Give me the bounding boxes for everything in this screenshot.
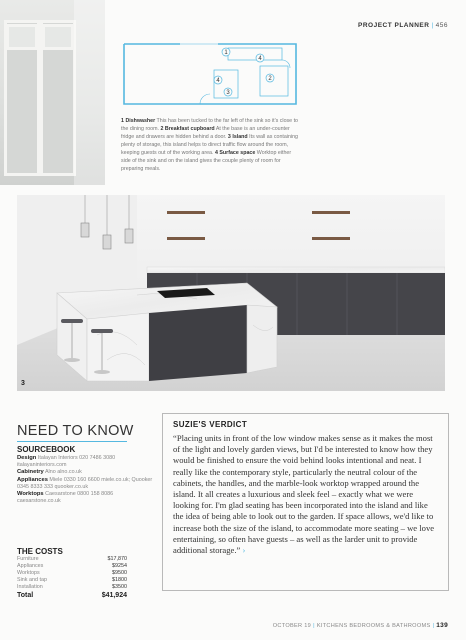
cost-row: [17, 556, 127, 563]
source-label: Worktops: [17, 491, 44, 498]
title-rule: [17, 441, 127, 442]
magazine-name: KITCHENS BEDROOMS & BATHROOMS: [316, 623, 431, 629]
sourcebook-title: SOURCEBOOK: [17, 445, 76, 454]
plan-marker: 2: [268, 76, 272, 82]
caption-text: Its wall as containing plenty of storage, this island helps to direct traffic flow around the room, keeping guests out of the working area.: [121, 134, 299, 156]
kitchen-render: [17, 195, 445, 391]
cost-row: [17, 577, 127, 584]
cost-row: [17, 584, 127, 591]
caption-number: 4: [214, 150, 218, 156]
verdict-text: “Placing units in front of the low window makes sense as it makes the most of the light and lovely garden views, but I'd be interested to know how they would be finished to ensure the void behind looks intentional and neat. I really like the contemporary style, particularly the neutral colour of the cabinets, the handles, and the marble-look worktop wrapped around the island. It all creates a luxurious and sleek feel – exactly what we were looking for. I'm glad seating has been incorporated into the island and like the idea of being able to look out to the garden. If space allows, we'd like to increase both the size of the island, to accommodate more seating – we love entertaining, so often have guests – as well as the larder unit to provide additional storage.”: [173, 433, 435, 556]
cost-item: Worktops: [17, 570, 40, 576]
cost-total-row: [17, 591, 127, 600]
source-text: Miele 0330 160 6600 miele.co.uk; Quooker 0345 8333 333 quooker.co.uk: [17, 476, 153, 490]
issue-date: OCTOBER 19: [272, 623, 312, 629]
source-entry: [17, 469, 157, 476]
source-entry: [17, 477, 157, 491]
cost-item: Appliances: [17, 563, 44, 569]
costs-table: [17, 556, 127, 600]
verdict-title: SUZIE'S VERDICT: [173, 420, 248, 429]
section-number: 456: [435, 22, 448, 29]
cost-value: $3500: [112, 584, 127, 590]
source-text: Italayan Interiors 020 7486 3080 italayaninteriors.com: [17, 455, 116, 469]
cost-row: [17, 570, 127, 577]
source-label: Cabinetry: [17, 469, 44, 476]
sourcebook-list: [17, 455, 157, 505]
total-label: Total: [17, 592, 34, 599]
source-entry: [17, 491, 157, 505]
caption-text: This has been tucked to the far left of the sink so it's close to the dining room.: [121, 118, 299, 132]
cost-value: $9254: [112, 563, 127, 569]
caption-title: Island: [232, 134, 248, 140]
cost-value: $1800: [112, 577, 127, 583]
caption-text: Worktop either side of the sink and on the island gives the couple plenty of room for preparing meals.: [121, 150, 292, 172]
plan-caption: [121, 117, 299, 173]
caption-title: Surface space: [219, 150, 256, 156]
source-text: Alno alno.co.uk: [43, 469, 82, 476]
cost-value: $17,870: [107, 556, 127, 562]
source-label: Design: [17, 455, 37, 461]
page-number: 139: [436, 622, 448, 629]
caption-text: At the base is an under-counter fridge and drawers are hidden behind a door.: [121, 126, 290, 140]
floor-plan: [110, 30, 310, 114]
source-text: Caesarstone 0800 158 8086 caesarstone.co.uk: [17, 491, 114, 505]
cost-item: Furniture: [17, 556, 39, 562]
caption-title: Dishwasher: [125, 118, 156, 124]
source-entry: [17, 455, 157, 469]
total-value: $41,924: [101, 592, 127, 599]
source-label: Appliances: [17, 476, 48, 483]
caption-number: 3: [227, 134, 231, 140]
verdict-box: [162, 413, 449, 591]
cost-value: $9500: [112, 570, 127, 576]
cost-item: Sink and tap: [17, 577, 47, 583]
page-footer: [273, 622, 448, 629]
costs-title: THE COSTS: [17, 547, 63, 556]
window-photo: [0, 0, 105, 185]
verdict-body: [173, 433, 438, 556]
header-separator: |: [431, 22, 434, 29]
plan-marker: 4: [216, 78, 220, 84]
plan-marker: 1: [224, 50, 228, 56]
caption-title: Breakfast cupboard: [164, 126, 215, 132]
caption-number: 2: [160, 126, 164, 132]
need-to-know-title: NEED TO KNOW: [17, 423, 134, 439]
continue-arrow-icon: ›: [242, 545, 246, 556]
running-head: [358, 22, 448, 29]
kitchen-render-illustration: [17, 195, 445, 391]
section-name: PROJECT PLANNER: [358, 22, 430, 29]
caption-number: 1: [121, 118, 124, 124]
plan-marker: 3: [226, 90, 230, 96]
plan-marker: 4: [258, 56, 262, 62]
figure-number: 3: [21, 380, 25, 387]
footer-separator: |: [313, 623, 315, 629]
footer-separator: |: [432, 623, 435, 629]
cost-item: Installation: [17, 584, 43, 590]
cost-row: [17, 563, 127, 570]
